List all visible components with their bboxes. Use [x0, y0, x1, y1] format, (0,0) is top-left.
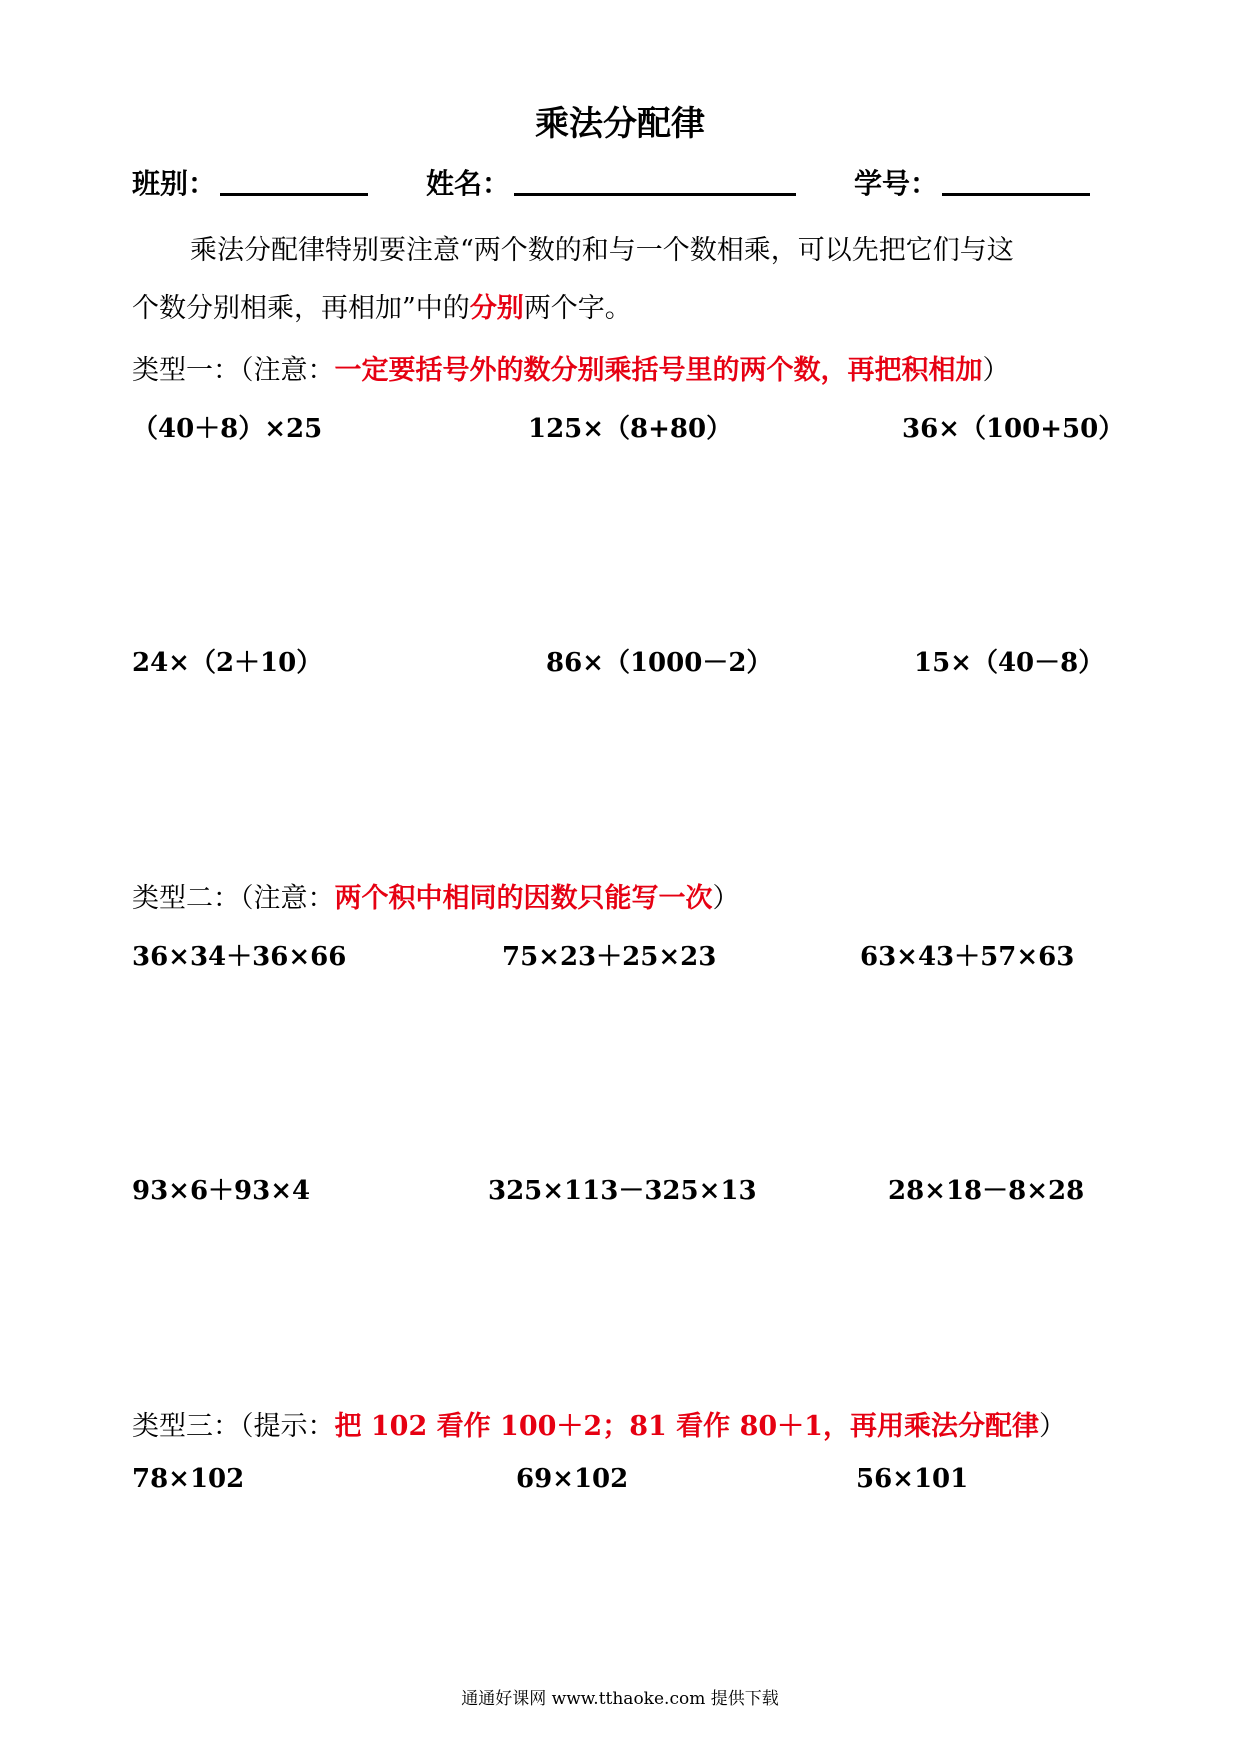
section-3-close: ）: [1038, 1411, 1066, 1442]
problem-2-3: 63×43＋57×63: [860, 942, 1075, 972]
name-blank-line[interactable]: [514, 193, 796, 196]
section-1-close: ）: [982, 355, 1010, 386]
problem-1-1: （40＋8）×25: [132, 414, 323, 444]
section-2-close: ）: [712, 883, 740, 914]
section-2-heading: [132, 876, 740, 915]
intro-line-2-start: 个数分别相乘，再相加”中的: [132, 293, 470, 324]
problem-1-4: 24×（2＋10）: [132, 648, 323, 678]
section-2-label: 类型二：（注意：: [132, 883, 335, 914]
section-3-note: 把 102 看作 100＋2；81 看作 80＋1，再用乘法分配律: [334, 1411, 1039, 1442]
section-2-note: 两个积中相同的因数只能写一次: [334, 883, 713, 914]
section-1-note: 一定要括号外的数分别乘括号里的两个数，再把积相加: [334, 355, 983, 386]
problem-1-5: 86×（1000－2）: [546, 648, 773, 678]
footer-credit: 通通好课网 www.tthaoke.com 提供下载: [461, 1689, 779, 1709]
problem-1-3: 36×（100+50）: [902, 414, 1125, 444]
class-label: 班别：: [132, 167, 217, 200]
section-1-heading: [132, 348, 1010, 387]
name-label: 姓名：: [426, 167, 511, 200]
problem-1-2: 125×（8+80）: [528, 414, 733, 444]
section-3-heading: [132, 1404, 1066, 1443]
problem-2-5: 325×113－325×13: [488, 1176, 757, 1206]
problem-1-6: 15×（40－8）: [914, 648, 1105, 678]
problem-2-6: 28×18－8×28: [888, 1176, 1085, 1206]
student-number-blank-line[interactable]: [942, 193, 1090, 196]
intro-line-1: 乘法分配律特别要注意“两个数的和与一个数相乘，可以先把它们与这: [190, 235, 1014, 266]
student-number-label: 学号：: [854, 167, 939, 200]
intro-highlight: 分别: [469, 293, 524, 324]
section-3-label: 类型三：（提示：: [132, 1411, 335, 1442]
problem-3-1: 78×102: [132, 1464, 245, 1494]
problem-2-1: 36×34＋36×66: [132, 942, 347, 972]
problem-2-2: 75×23＋25×23: [502, 942, 717, 972]
problem-3-2: 69×102: [516, 1464, 629, 1494]
intro-line-2-end: 两个字。: [523, 293, 632, 324]
class-blank-line[interactable]: [220, 193, 368, 196]
intro-line-2: [132, 280, 1112, 338]
problem-3-3: 56×101: [856, 1464, 969, 1494]
problem-2-4: 93×6＋93×4: [132, 1176, 311, 1206]
page-title: 乘法分配律: [535, 104, 705, 144]
section-1-label: 类型一：（注意：: [132, 355, 335, 386]
